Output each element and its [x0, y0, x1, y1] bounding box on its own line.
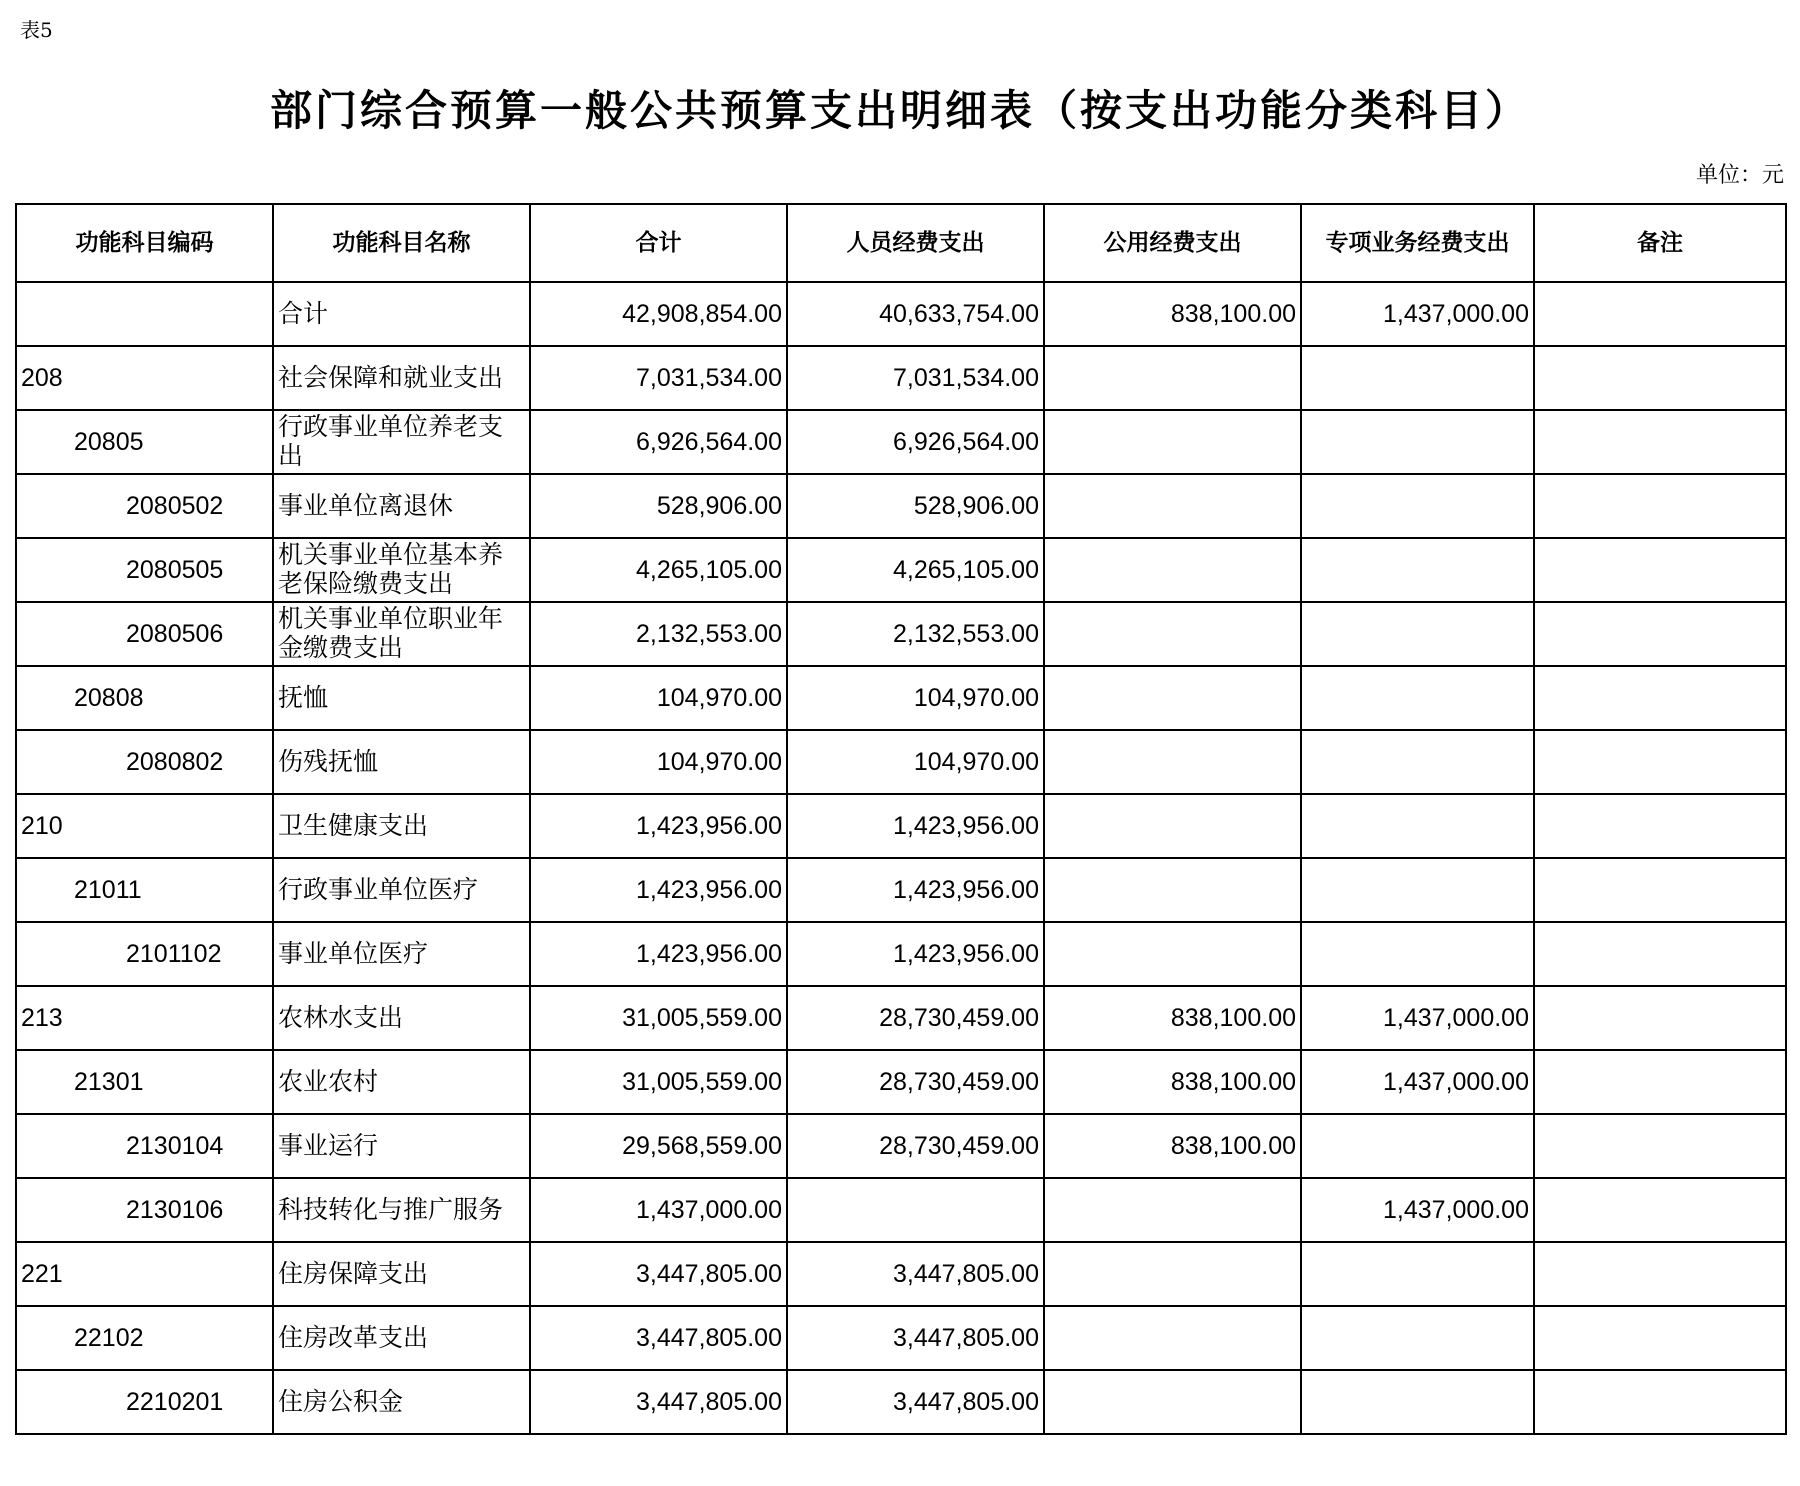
table-row	[16, 666, 1786, 730]
cell-total: 6,926,564.00	[530, 410, 787, 474]
cell-name: 住房保障支出	[273, 1242, 530, 1306]
cell-total: 3,447,805.00	[530, 1242, 787, 1306]
cell-personnel: 3,447,805.00	[787, 1306, 1044, 1370]
cell-public	[1044, 410, 1301, 474]
cell-public: 838,100.00	[1044, 986, 1301, 1050]
cell-code: 208	[16, 346, 273, 410]
cell-public	[1044, 858, 1301, 922]
cell-code	[16, 282, 273, 346]
cell-special	[1301, 474, 1534, 538]
cell-code: 213	[16, 986, 273, 1050]
cell-remark	[1534, 1114, 1786, 1178]
cell-public	[1044, 1370, 1301, 1434]
cell-code: 2080506	[16, 602, 273, 666]
cell-personnel: 4,265,105.00	[787, 538, 1044, 602]
cell-code: 2080802	[16, 730, 273, 794]
cell-public: 838,100.00	[1044, 1114, 1301, 1178]
cell-remark	[1534, 986, 1786, 1050]
cell-remark	[1534, 666, 1786, 730]
cell-public: 838,100.00	[1044, 1050, 1301, 1114]
table-number: 表5	[20, 18, 53, 42]
cell-personnel	[787, 1178, 1044, 1242]
table-row	[16, 538, 1786, 602]
budget-table	[15, 203, 1787, 1435]
cell-special	[1301, 538, 1534, 602]
cell-code: 210	[16, 794, 273, 858]
table-row	[16, 1370, 1786, 1434]
cell-remark	[1534, 1370, 1786, 1434]
table-row	[16, 474, 1786, 538]
cell-code: 22102	[16, 1306, 273, 1370]
header-personnel: 人员经费支出	[787, 204, 1044, 282]
cell-total: 528,906.00	[530, 474, 787, 538]
cell-code: 2080505	[16, 538, 273, 602]
cell-code: 2080502	[16, 474, 273, 538]
cell-personnel: 1,423,956.00	[787, 858, 1044, 922]
cell-public	[1044, 794, 1301, 858]
cell-special	[1301, 794, 1534, 858]
table-row	[16, 1306, 1786, 1370]
cell-code: 2130104	[16, 1114, 273, 1178]
cell-code: 2130106	[16, 1178, 273, 1242]
cell-personnel: 40,633,754.00	[787, 282, 1044, 346]
table-row	[16, 922, 1786, 986]
cell-special	[1301, 858, 1534, 922]
cell-personnel: 1,423,956.00	[787, 922, 1044, 986]
header-row	[16, 204, 1786, 282]
cell-special	[1301, 922, 1534, 986]
cell-special	[1301, 1370, 1534, 1434]
header-total: 合计	[530, 204, 787, 282]
cell-remark	[1534, 346, 1786, 410]
cell-special	[1301, 1114, 1534, 1178]
header-remark: 备注	[1534, 204, 1786, 282]
cell-remark	[1534, 410, 1786, 474]
cell-total: 2,132,553.00	[530, 602, 787, 666]
cell-personnel: 104,970.00	[787, 666, 1044, 730]
cell-personnel: 528,906.00	[787, 474, 1044, 538]
unit-label: 单位：元	[1695, 163, 1784, 188]
header-public: 公用经费支出	[1044, 204, 1301, 282]
cell-total: 104,970.00	[530, 666, 787, 730]
cell-special: 1,437,000.00	[1301, 986, 1534, 1050]
cell-total: 1,437,000.00	[530, 1178, 787, 1242]
cell-total: 42,908,854.00	[530, 282, 787, 346]
cell-remark	[1534, 282, 1786, 346]
table-row	[16, 346, 1786, 410]
cell-public	[1044, 1178, 1301, 1242]
cell-public	[1044, 602, 1301, 666]
cell-name: 住房公积金	[273, 1370, 530, 1434]
cell-public: 838,100.00	[1044, 282, 1301, 346]
cell-remark	[1534, 794, 1786, 858]
cell-special: 1,437,000.00	[1301, 1178, 1534, 1242]
cell-special	[1301, 410, 1534, 474]
cell-public	[1044, 1306, 1301, 1370]
cell-code: 21011	[16, 858, 273, 922]
cell-public	[1044, 474, 1301, 538]
cell-total: 1,423,956.00	[530, 922, 787, 986]
cell-name: 伤残抚恤	[273, 730, 530, 794]
cell-name: 事业运行	[273, 1114, 530, 1178]
table-row	[16, 858, 1786, 922]
cell-code: 21301	[16, 1050, 273, 1114]
table-row	[16, 1114, 1786, 1178]
cell-code: 2210201	[16, 1370, 273, 1434]
cell-special	[1301, 1242, 1534, 1306]
cell-remark	[1534, 538, 1786, 602]
cell-total: 104,970.00	[530, 730, 787, 794]
cell-personnel: 1,423,956.00	[787, 794, 1044, 858]
cell-remark	[1534, 1050, 1786, 1114]
cell-total: 7,031,534.00	[530, 346, 787, 410]
cell-remark	[1534, 730, 1786, 794]
cell-remark	[1534, 602, 1786, 666]
cell-name: 行政事业单位养老支出	[273, 410, 530, 474]
cell-personnel: 3,447,805.00	[787, 1242, 1044, 1306]
cell-code: 2101102	[16, 922, 273, 986]
cell-name: 社会保障和就业支出	[273, 346, 530, 410]
table-row	[16, 1050, 1786, 1114]
table-row	[16, 730, 1786, 794]
table-row	[16, 282, 1786, 346]
cell-special	[1301, 666, 1534, 730]
cell-personnel: 28,730,459.00	[787, 986, 1044, 1050]
cell-total: 3,447,805.00	[530, 1370, 787, 1434]
cell-remark	[1534, 922, 1786, 986]
cell-name: 住房改革支出	[273, 1306, 530, 1370]
cell-code: 221	[16, 1242, 273, 1306]
cell-personnel: 28,730,459.00	[787, 1114, 1044, 1178]
cell-public	[1044, 666, 1301, 730]
cell-public	[1044, 730, 1301, 794]
cell-code: 20805	[16, 410, 273, 474]
cell-special: 1,437,000.00	[1301, 282, 1534, 346]
cell-total: 1,423,956.00	[530, 794, 787, 858]
cell-personnel: 6,926,564.00	[787, 410, 1044, 474]
cell-code: 20808	[16, 666, 273, 730]
cell-remark	[1534, 1242, 1786, 1306]
header-code: 功能科目编码	[16, 204, 273, 282]
cell-total: 31,005,559.00	[530, 1050, 787, 1114]
cell-remark	[1534, 474, 1786, 538]
header-name: 功能科目名称	[273, 204, 530, 282]
cell-total: 1,423,956.00	[530, 858, 787, 922]
cell-personnel: 2,132,553.00	[787, 602, 1044, 666]
cell-personnel: 3,447,805.00	[787, 1370, 1044, 1434]
cell-total: 31,005,559.00	[530, 986, 787, 1050]
cell-special	[1301, 1306, 1534, 1370]
cell-name: 农林水支出	[273, 986, 530, 1050]
table-row	[16, 986, 1786, 1050]
cell-public	[1044, 922, 1301, 986]
cell-remark	[1534, 1178, 1786, 1242]
cell-name: 合计	[273, 282, 530, 346]
table-row	[16, 602, 1786, 666]
cell-name: 抚恤	[273, 666, 530, 730]
cell-name: 行政事业单位医疗	[273, 858, 530, 922]
cell-public	[1044, 346, 1301, 410]
table-row	[16, 1242, 1786, 1306]
cell-name: 科技转化与推广服务	[273, 1178, 530, 1242]
cell-special	[1301, 346, 1534, 410]
cell-personnel: 7,031,534.00	[787, 346, 1044, 410]
cell-special: 1,437,000.00	[1301, 1050, 1534, 1114]
cell-name: 机关事业单位职业年金缴费支出	[273, 602, 530, 666]
cell-public	[1044, 1242, 1301, 1306]
cell-total: 3,447,805.00	[530, 1306, 787, 1370]
cell-total: 4,265,105.00	[530, 538, 787, 602]
cell-name: 事业单位医疗	[273, 922, 530, 986]
cell-remark	[1534, 1306, 1786, 1370]
cell-remark	[1534, 858, 1786, 922]
cell-total: 29,568,559.00	[530, 1114, 787, 1178]
cell-public	[1044, 538, 1301, 602]
table-row	[16, 1178, 1786, 1242]
cell-personnel: 104,970.00	[787, 730, 1044, 794]
cell-name: 卫生健康支出	[273, 794, 530, 858]
table-row	[16, 794, 1786, 858]
cell-personnel: 28,730,459.00	[787, 1050, 1044, 1114]
header-special: 专项业务经费支出	[1301, 204, 1534, 282]
cell-special	[1301, 602, 1534, 666]
cell-name: 事业单位离退休	[273, 474, 530, 538]
cell-name: 农业农村	[273, 1050, 530, 1114]
cell-name: 机关事业单位基本养老保险缴费支出	[273, 538, 530, 602]
cell-special	[1301, 730, 1534, 794]
table-row	[16, 410, 1786, 474]
document-title: 部门综合预算一般公共预算支出明细表（按支出功能分类科目）	[269, 86, 1530, 135]
